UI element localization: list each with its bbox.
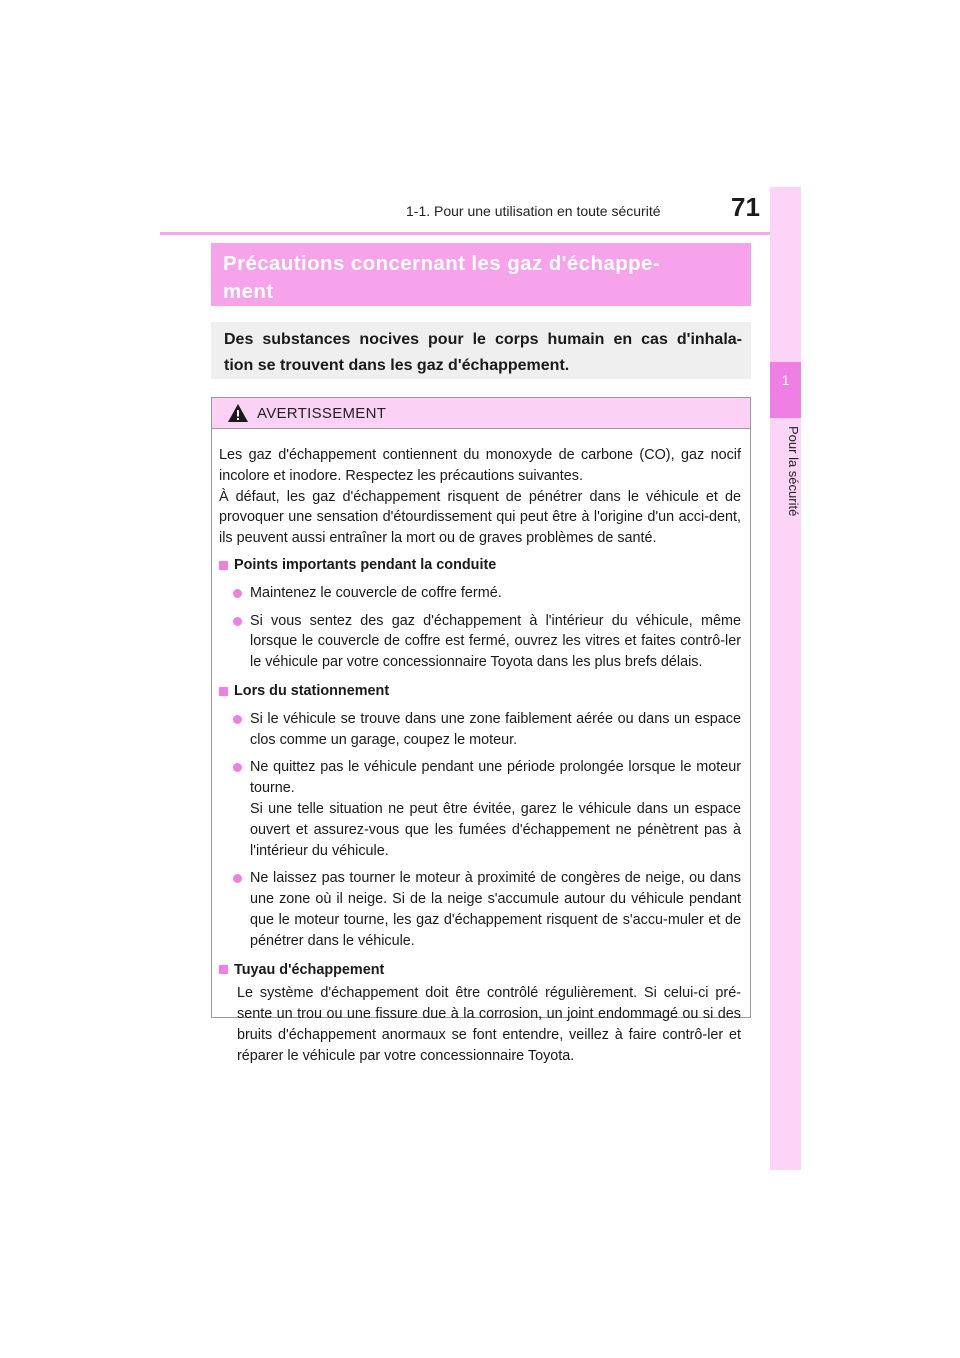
chapter-side-tab — [770, 187, 801, 1170]
bullet-text: Si vous sentez des gaz d'échappement à l'intérieur du véhicule, même lorsque le couvercle de coffre est fermé, ouvrez les vitres et faites contrô-ler le véhicule par votre concessionnaire Toyota dans les plus brefs délais. — [250, 612, 741, 671]
square-bullet-icon — [219, 687, 228, 696]
warning-intro-paragraph-2: À défaut, les gaz d'échappement risquent de pénétrer dans le véhicule et de provoquer une sensation d'étourdissement qui peut être à l'origine d'un acci-dent, ils peuvent aussi entraîner la mort ou de graves problèmes de santé. — [219, 488, 741, 547]
section-title-banner — [211, 243, 751, 306]
bullet-text-part-1: Ne quittez pas le véhicule pendant une période prolongée lorsque le moteur tourne. — [250, 759, 741, 797]
intro-line-2: tion se trouvent dans les gaz d'échappement. — [224, 357, 570, 374]
bullet-text: Si le véhicule se trouve dans une zone faiblement aérée ou dans un espace clos comme un garage, coupez le moteur. — [250, 710, 741, 748]
section-title-line-2: ment — [223, 280, 274, 303]
warning-triangle-icon — [227, 403, 249, 423]
warning-body — [212, 429, 750, 1067]
bullet-text: Ne laissez pas tourner le moteur à proximité de congères de neige, ou dans une zone où il neige. Si de la neige s'accumule autour du véhicule pendant que le moteur tourne, les gaz d'échappement risquent de s'accu-muler et de pénétrer dans le véhicule. — [250, 870, 741, 949]
warning-heading-driving — [219, 555, 741, 576]
bullet-dot-icon — [233, 715, 242, 724]
bullet-text — [250, 757, 741, 861]
heading-label: Points importants pendant la conduite — [234, 556, 497, 573]
square-bullet-icon — [219, 561, 228, 570]
header-section-path: 1-1. Pour une utilisation en toute sécurité — [406, 203, 661, 219]
chapter-number-tab — [770, 362, 801, 418]
bullet-text: Maintenez le couvercle de coffre fermé. — [250, 584, 502, 601]
warning-heading-parking — [219, 681, 741, 702]
warning-heading-exhaust-pipe — [219, 960, 741, 981]
page-number: 71 — [731, 192, 760, 222]
heading-label: Tuyau d'échappement — [234, 961, 385, 978]
header-divider — [160, 232, 800, 235]
warning-title: AVERTISSEMENT — [257, 404, 387, 422]
square-bullet-icon — [219, 965, 228, 974]
section-title-line-1: Précautions concernant les gaz d'échappe- — [223, 252, 661, 275]
heading-label: Lors du stationnement — [234, 682, 390, 699]
intro-line-1: Des substances nocives pour le corps humain en cas d'inhala- — [224, 331, 742, 348]
bullet-dot-icon — [233, 617, 242, 626]
bullet-text-part-2: Si une telle situation ne peut être évitée, garez le véhicule dans un espace ouvert et assurez-vous que les fumées d'échappement ne pénètrent pas à l'intérieur du véhicule. — [250, 800, 741, 859]
chapter-title: Pour la sécurité — [786, 426, 801, 517]
exhaust-pipe-text: Le système d'échappement doit être contrôlé régulièrement. Si celui-ci pré-sente un trou ou une fissure due à la corrosion, un joint endommagé ou si des bruits d'échappement anormaux se font entendre, veillez à faire contrô-ler et réparer le véhicule par votre concessionnaire Toyota. — [237, 985, 741, 1064]
list-item — [219, 757, 741, 861]
warning-intro-paragraph-1: Les gaz d'échappement contiennent du monoxyde de carbone (CO), gaz nocif incolore et inodore. Respectez les précautions suivantes. — [219, 447, 741, 484]
list-item — [219, 611, 741, 673]
bullet-dot-icon — [233, 763, 242, 772]
warning-header — [212, 398, 750, 429]
intro-summary-box — [211, 322, 751, 379]
list-item — [219, 583, 741, 604]
warning-box — [211, 397, 751, 1064]
chapter-number: 1 — [781, 372, 790, 388]
bullet-dot-icon — [233, 589, 242, 598]
list-item — [219, 868, 741, 951]
bullet-dot-icon — [233, 874, 242, 883]
list-item — [219, 709, 741, 751]
